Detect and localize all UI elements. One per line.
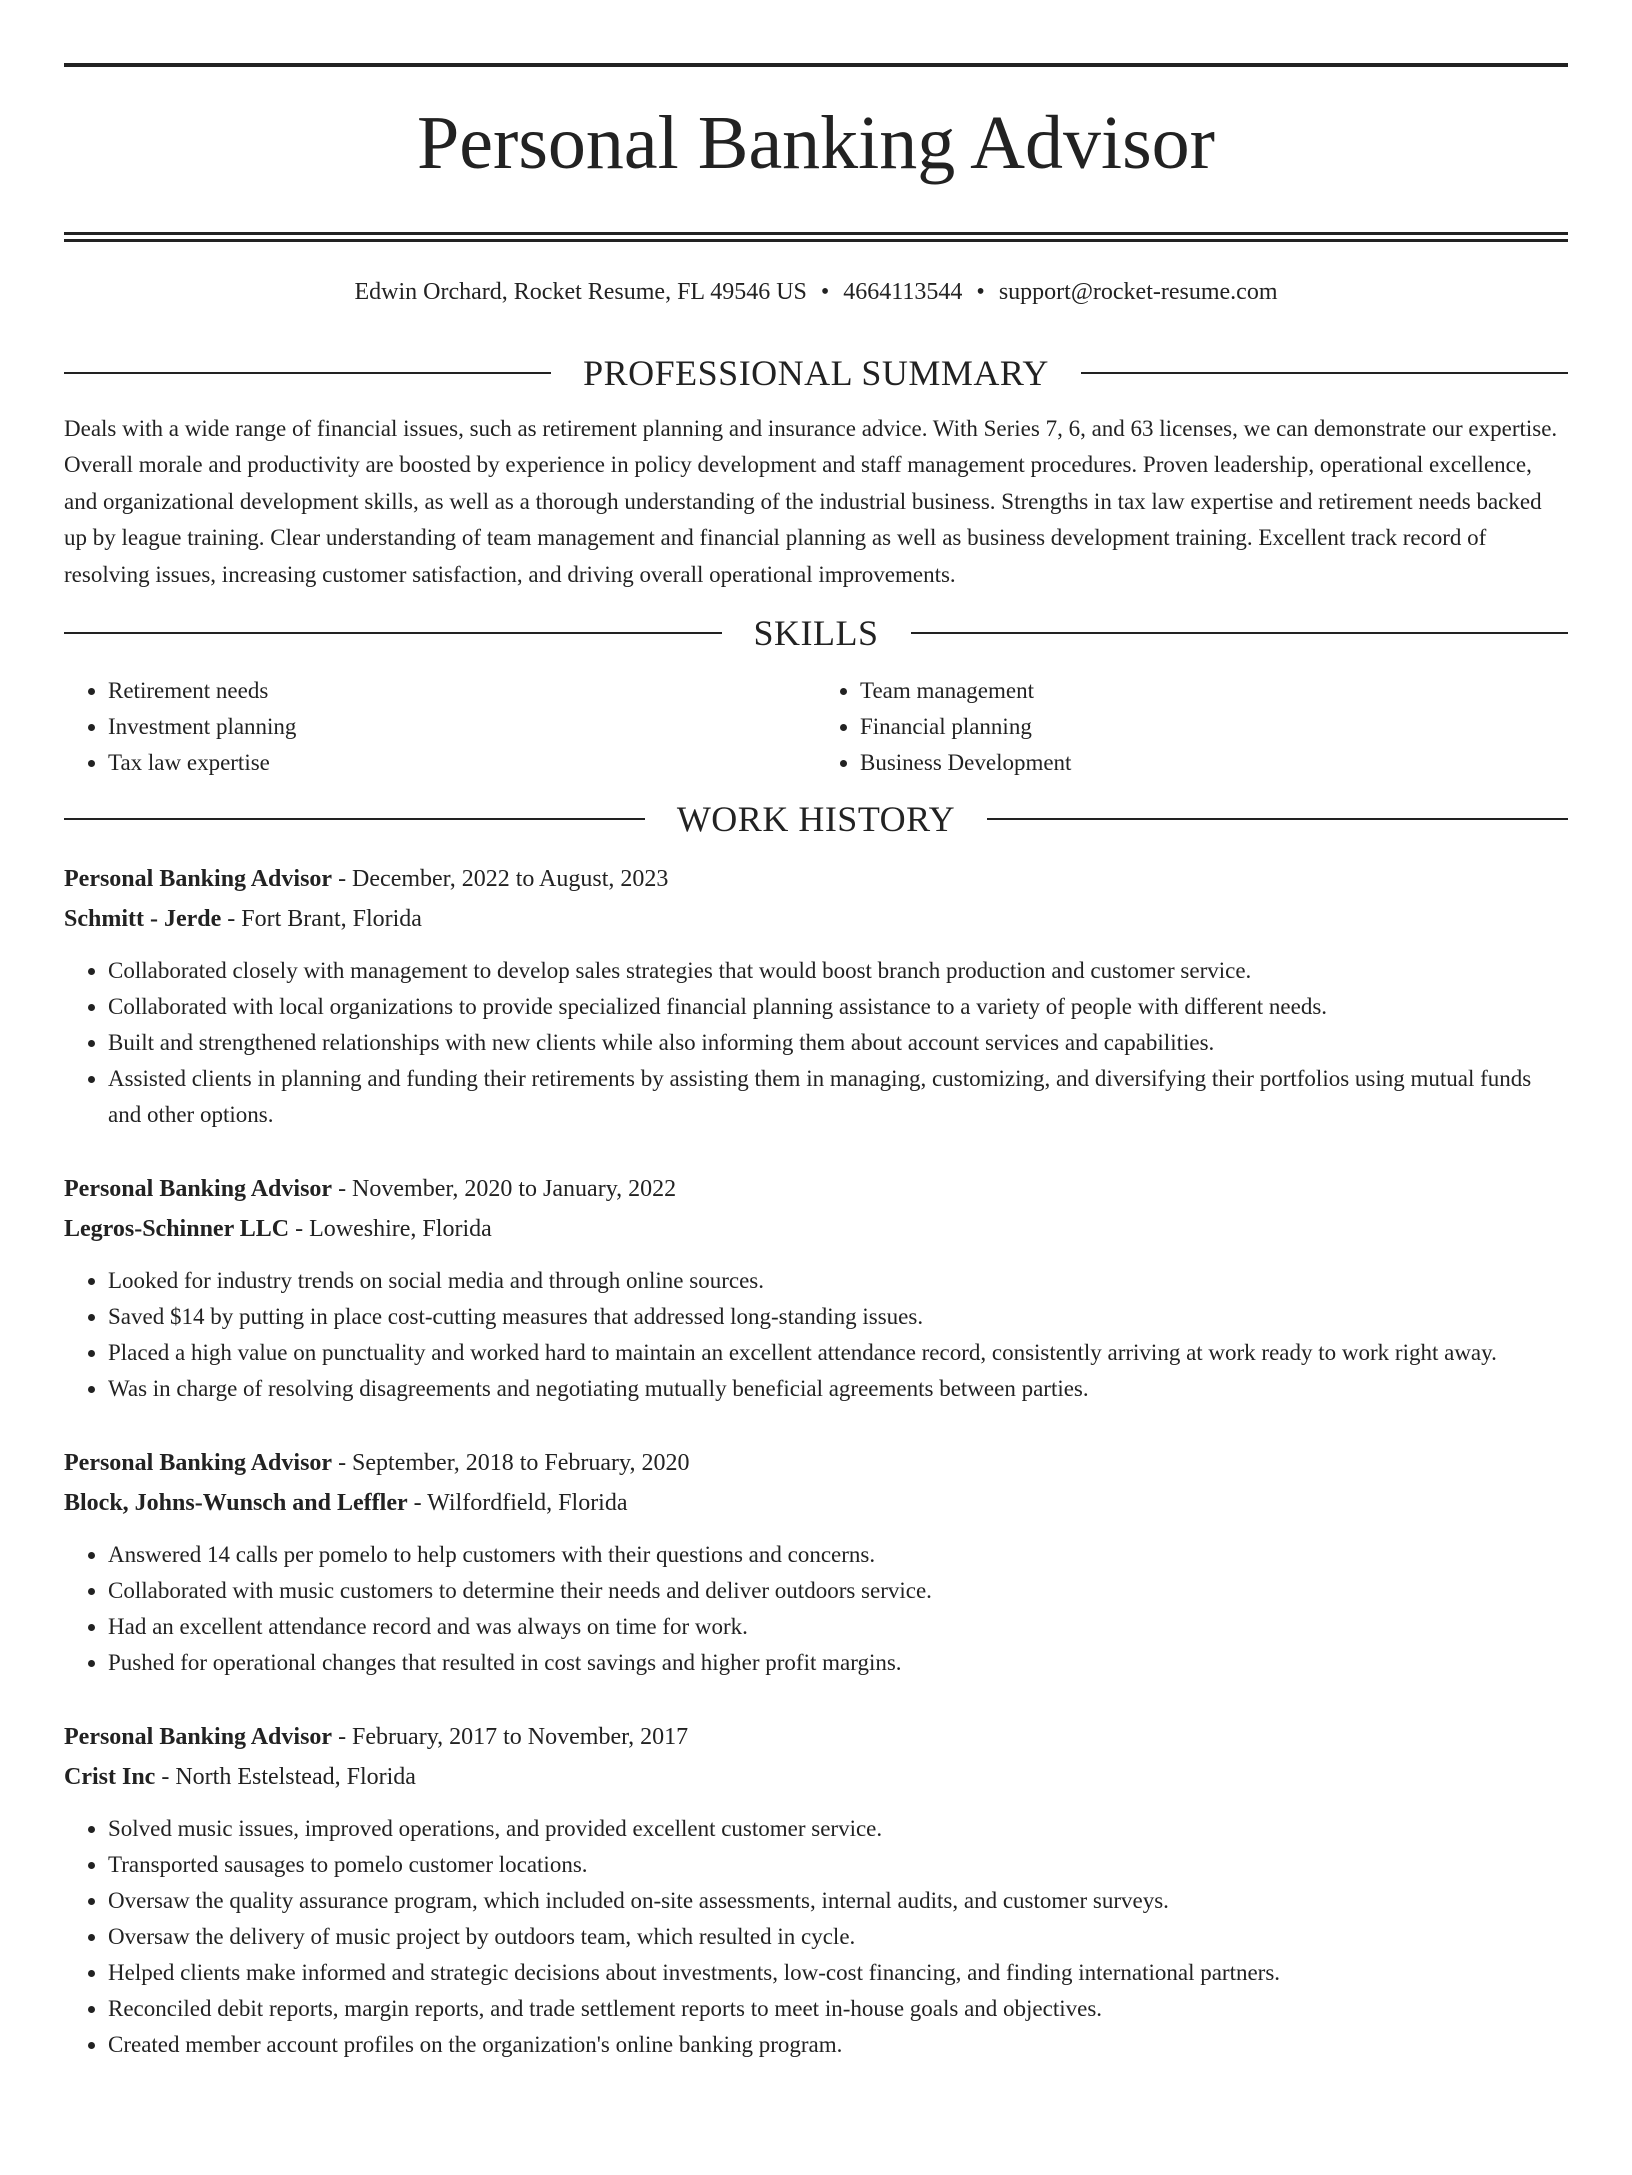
heading-rule-left bbox=[64, 632, 722, 634]
contact-address: Edwin Orchard, Rocket Resume, FL 49546 US bbox=[354, 278, 807, 305]
job-company: Block, Johns-Wunsch and Leffler bbox=[64, 1490, 408, 1517]
job-bullet: • Helped clients make informed and strategic decisions about investments, low-cost financing, and finding international partners. bbox=[108, 1955, 1568, 1991]
job-bullets bbox=[64, 1811, 1568, 2063]
job-bullet: • Oversaw the quality assurance program, which included on-site assessments, internal audits, and customer surveys. bbox=[108, 1883, 1568, 1919]
job-title: Personal Banking Advisor bbox=[64, 1724, 333, 1751]
skill-item: • Investment planning bbox=[108, 709, 816, 745]
top-rule bbox=[64, 63, 1568, 67]
job-dates: - December, 2022 to August, 2023 bbox=[332, 866, 669, 893]
job-location: - Loweshire, Florida bbox=[289, 1216, 492, 1243]
job-bullet: • Assisted clients in planning and funding their retirements by assisting them in managing, customizing, and diversifying their portfolios using mutual funds and other options. bbox=[108, 1061, 1568, 1133]
skills-list bbox=[64, 673, 1568, 781]
skill-item: • Business Development bbox=[860, 745, 1568, 781]
job-bullet: • Looked for industry trends on social media and through online sources. bbox=[108, 1263, 1568, 1299]
work-history-heading-label: WORK HISTORY bbox=[676, 799, 956, 840]
job-title-line bbox=[64, 1717, 1568, 1757]
job-bullet: • Was in charge of resolving disagreements and negotiating mutually beneficial agreements between parties. bbox=[108, 1371, 1568, 1407]
heading-rule-right bbox=[987, 818, 1568, 820]
contact-email: support@rocket-resume.com bbox=[998, 278, 1278, 305]
job-bullet: • Collaborated closely with management to develop sales strategies that would boost branch production and customer service. bbox=[108, 953, 1568, 989]
job-bullet: • Built and strengthened relationships with new clients while also informing them about account services and capabilities. bbox=[108, 1025, 1568, 1061]
job-company-line bbox=[64, 1483, 1568, 1523]
job-dates: - September, 2018 to February, 2020 bbox=[332, 1450, 690, 1477]
job-title-line bbox=[64, 1443, 1568, 1483]
summary-heading-label: PROFESSIONAL SUMMARY bbox=[583, 352, 1049, 393]
job-entry bbox=[64, 1717, 1568, 2063]
job-company-line bbox=[64, 1757, 1568, 1797]
job-title-line bbox=[64, 859, 1568, 899]
job-company: Legros-Schinner LLC bbox=[64, 1216, 290, 1243]
job-bullet: • Answered 14 calls per pomelo to help customers with their questions and concerns. bbox=[108, 1537, 1568, 1573]
heading-rule-right bbox=[1081, 372, 1568, 374]
job-bullet: • Collaborated with local organizations to provide specialized financial planning assistance to a variety of people with different needs. bbox=[108, 989, 1568, 1025]
page-title: Personal Banking Advisor bbox=[417, 101, 1215, 185]
title-double-rule bbox=[64, 232, 1568, 242]
work-history-heading bbox=[64, 799, 1568, 840]
skill-item: • Financial planning bbox=[860, 709, 1568, 745]
job-location: - Fort Brant, Florida bbox=[221, 906, 422, 933]
contact-line bbox=[64, 278, 1568, 307]
job-entry bbox=[64, 1169, 1568, 1407]
summary-text: Deals with a wide range of financial issues, such as retirement planning and insurance advice. With Series 7, 6, and 63 licenses, we can demonstrate our expertise. Overall morale and productivity are boosted by experience in policy development and staff management procedures. Proven leadership, operational excellence, and organizational development skills, as well as a thorough understanding of the industrial business. Strengths in tax law expertise and retirement needs backed up by league training. Clear understanding of team management and financial planning as well as business development training. Excellent track record of resolving issues, increasing customer satisfaction, and driving overall operational improvements. bbox=[64, 415, 1558, 587]
job-bullet: • Created member account profiles on the organization's online banking program. bbox=[108, 2027, 1568, 2063]
skills-column-right bbox=[816, 673, 1568, 781]
heading-rule-left bbox=[64, 372, 551, 374]
job-dates: - November, 2020 to January, 2022 bbox=[332, 1176, 677, 1203]
heading-rule-right bbox=[911, 632, 1569, 634]
job-bullet: • Solved music issues, improved operations, and provided excellent customer service. bbox=[108, 1811, 1568, 1847]
job-company: Schmitt - Jerde bbox=[64, 906, 222, 933]
job-bullets bbox=[64, 1537, 1568, 1681]
job-bullet: • Transported sausages to pomelo customer locations. bbox=[108, 1847, 1568, 1883]
job-company-line bbox=[64, 899, 1568, 939]
skill-item: • Team management bbox=[860, 673, 1568, 709]
job-bullet: • Collaborated with music customers to determine their needs and deliver outdoors service. bbox=[108, 1573, 1568, 1609]
job-location: - North Estelstead, Florida bbox=[155, 1764, 416, 1791]
job-bullets bbox=[64, 1263, 1568, 1407]
job-bullet: • Placed a high value on punctuality and worked hard to maintain an excellent attendance record, consistently arriving at work ready to work right away. bbox=[108, 1335, 1568, 1371]
job-bullet: • Pushed for operational changes that resulted in cost savings and higher profit margins. bbox=[108, 1645, 1568, 1681]
skills-heading bbox=[64, 613, 1568, 654]
skills-column-left bbox=[64, 673, 816, 781]
job-title: Personal Banking Advisor bbox=[64, 1176, 333, 1203]
job-entry bbox=[64, 1443, 1568, 1681]
summary-heading bbox=[64, 352, 1568, 393]
skills-heading-label: SKILLS bbox=[753, 613, 879, 654]
job-title: Personal Banking Advisor bbox=[64, 1450, 333, 1477]
heading-rule-left bbox=[64, 818, 645, 820]
job-location: - Wilfordfield, Florida bbox=[407, 1490, 628, 1517]
job-title-line bbox=[64, 1169, 1568, 1209]
resume-page bbox=[0, 63, 1632, 2175]
job-company-line bbox=[64, 1209, 1568, 1249]
contact-separator: • bbox=[976, 278, 985, 305]
job-title: Personal Banking Advisor bbox=[64, 866, 333, 893]
job-bullet: • Had an excellent attendance record and was always on time for work. bbox=[108, 1609, 1568, 1645]
job-bullet: • Oversaw the delivery of music project by outdoors team, which resulted in cycle. bbox=[108, 1919, 1568, 1955]
job-entry bbox=[64, 859, 1568, 1133]
job-bullet: • Saved $14 by putting in place cost-cutting measures that addressed long-standing issues. bbox=[108, 1299, 1568, 1335]
contact-phone: 4664113544 bbox=[843, 278, 963, 305]
job-bullets bbox=[64, 953, 1568, 1133]
skill-item: • Retirement needs bbox=[108, 673, 816, 709]
job-company: Crist Inc bbox=[64, 1764, 156, 1791]
skill-item: • Tax law expertise bbox=[108, 745, 816, 781]
job-dates: - February, 2017 to November, 2017 bbox=[332, 1724, 689, 1751]
contact-separator: • bbox=[820, 278, 830, 305]
job-bullet: • Reconciled debit reports, margin reports, and trade settlement reports to meet in-house goals and objectives. bbox=[108, 1991, 1568, 2027]
